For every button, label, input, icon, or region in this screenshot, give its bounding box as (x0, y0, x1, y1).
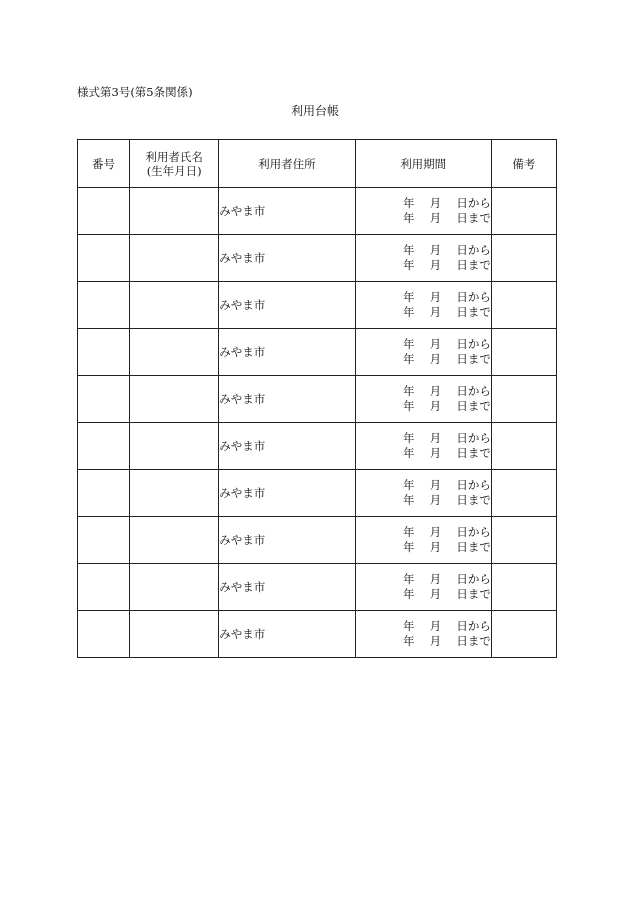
period-to: 年 月 日まで (403, 587, 491, 601)
cell-period[interactable] (355, 564, 491, 611)
cell-period[interactable] (355, 188, 491, 235)
period-from: 年 月 日から (403, 478, 491, 492)
cell-remarks[interactable] (491, 329, 556, 376)
cell-address[interactable]: みやま市 (219, 329, 355, 376)
cell-name-birthdate[interactable] (130, 564, 219, 611)
table-row (78, 423, 557, 470)
table-row (78, 376, 557, 423)
period-to: 年 月 日まで (403, 540, 491, 554)
period-to: 年 月 日まで (403, 399, 491, 413)
cell-remarks[interactable] (491, 611, 556, 658)
cell-name-birthdate[interactable] (130, 517, 219, 564)
header-row (78, 140, 557, 188)
period-from: 年 月 日から (403, 572, 491, 586)
cell-name-birthdate[interactable] (130, 376, 219, 423)
period-to: 年 月 日まで (403, 305, 491, 319)
cell-name-birthdate[interactable] (130, 329, 219, 376)
period-from: 年 月 日から (403, 337, 491, 351)
document-title: 利用台帳 (290, 104, 339, 118)
table-row (78, 611, 557, 658)
usage-ledger-table (77, 139, 557, 658)
cell-remarks[interactable] (491, 235, 556, 282)
cell-remarks[interactable] (491, 282, 556, 329)
cell-number[interactable] (78, 329, 130, 376)
cell-number[interactable] (78, 564, 130, 611)
cell-remarks[interactable] (491, 517, 556, 564)
column-header-remarks: 備考 (491, 140, 556, 188)
cell-address[interactable]: みやま市 (219, 235, 355, 282)
period-to: 年 月 日まで (403, 634, 491, 648)
column-header-period: 利用期間 (355, 140, 491, 188)
table-row (78, 235, 557, 282)
period-to: 年 月 日まで (403, 446, 491, 460)
cell-number[interactable] (78, 282, 130, 329)
cell-address[interactable]: みやま市 (219, 188, 355, 235)
column-header-name (130, 140, 219, 188)
period-from: 年 月 日から (403, 243, 491, 257)
cell-address[interactable]: みやま市 (219, 376, 355, 423)
cell-name-birthdate[interactable] (130, 470, 219, 517)
cell-remarks[interactable] (491, 188, 556, 235)
period-to: 年 月 日まで (403, 258, 491, 272)
column-header-name-line2: (生年月日) (146, 163, 202, 178)
period-from: 年 月 日から (403, 384, 491, 398)
cell-name-birthdate[interactable] (130, 611, 219, 658)
cell-period[interactable] (355, 376, 491, 423)
cell-number[interactable] (78, 517, 130, 564)
table-row (78, 188, 557, 235)
cell-number[interactable] (78, 470, 130, 517)
table-row (78, 282, 557, 329)
cell-period[interactable] (355, 329, 491, 376)
cell-address[interactable]: みやま市 (219, 470, 355, 517)
period-to: 年 月 日まで (403, 211, 491, 225)
cell-remarks[interactable] (491, 470, 556, 517)
table-row (78, 564, 557, 611)
cell-remarks[interactable] (491, 376, 556, 423)
table-row (78, 329, 557, 376)
cell-name-birthdate[interactable] (130, 188, 219, 235)
cell-remarks[interactable] (491, 564, 556, 611)
column-header-name-line1: 利用者氏名 (145, 149, 203, 164)
period-from: 年 月 日から (403, 290, 491, 304)
form-number-label: 様式第3号(第5条関係) (77, 85, 193, 99)
cell-period[interactable] (355, 235, 491, 282)
ledger-body (78, 188, 557, 658)
cell-number[interactable] (78, 423, 130, 470)
cell-number[interactable] (78, 188, 130, 235)
cell-period[interactable] (355, 423, 491, 470)
cell-number[interactable] (78, 611, 130, 658)
cell-address[interactable]: みやま市 (219, 611, 355, 658)
cell-number[interactable] (78, 235, 130, 282)
cell-number[interactable] (78, 376, 130, 423)
column-header-address: 利用者住所 (219, 140, 355, 188)
column-header-number: 番号 (78, 140, 130, 188)
period-to: 年 月 日まで (403, 493, 491, 507)
period-from: 年 月 日から (403, 196, 491, 210)
cell-period[interactable] (355, 282, 491, 329)
table-row (78, 470, 557, 517)
period-from: 年 月 日から (403, 525, 491, 539)
cell-address[interactable]: みやま市 (219, 423, 355, 470)
cell-address[interactable]: みやま市 (219, 282, 355, 329)
cell-period[interactable] (355, 611, 491, 658)
cell-name-birthdate[interactable] (130, 423, 219, 470)
cell-period[interactable] (355, 517, 491, 564)
cell-name-birthdate[interactable] (130, 235, 219, 282)
cell-period[interactable] (355, 470, 491, 517)
table-row (78, 517, 557, 564)
cell-name-birthdate[interactable] (130, 282, 219, 329)
cell-address[interactable]: みやま市 (219, 517, 355, 564)
cell-address[interactable]: みやま市 (219, 564, 355, 611)
period-from: 年 月 日から (403, 431, 491, 445)
period-to: 年 月 日まで (403, 352, 491, 366)
period-from: 年 月 日から (403, 619, 491, 633)
cell-remarks[interactable] (491, 423, 556, 470)
